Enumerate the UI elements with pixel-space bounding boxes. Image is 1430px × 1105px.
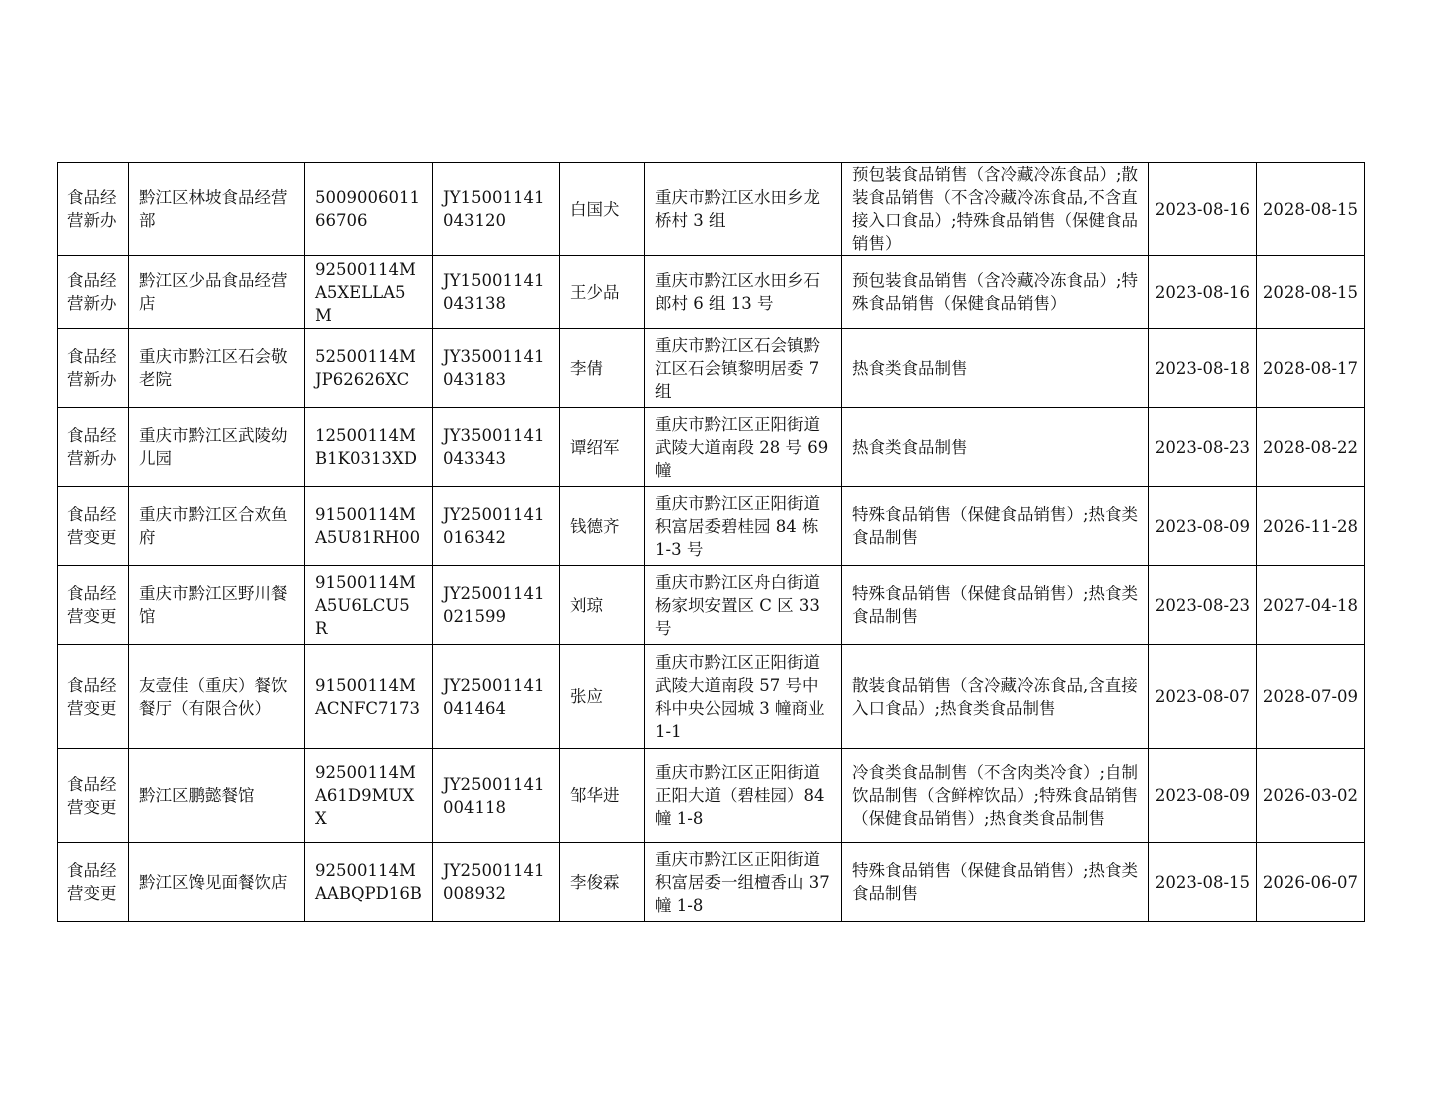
issue-date-cell: 2023-08-18 [1149,329,1257,408]
business-name-cell: 重庆市黔江区武陵幼儿园 [129,408,305,487]
issue-date-cell: 2023-08-09 [1149,749,1257,843]
credit-code-cell: 91500114MA5U81RH00 [305,487,433,566]
issue-date-cell: 2023-08-07 [1149,645,1257,749]
table-row [58,163,1365,256]
application-type-cell: 食品经营变更 [58,566,129,645]
business-scope-cell: 特殊食品销售（保健食品销售）;热食类食品制售 [842,843,1149,922]
business-name-cell: 黔江区馋见面餐饮店 [129,843,305,922]
credit-code-cell: 52500114MJP62626XC [305,329,433,408]
credit-code-cell: 91500114MA5U6LCU5R [305,566,433,645]
table-row [58,256,1365,329]
legal-person-cell: 王少品 [560,256,645,329]
expiry-date-cell: 2028-08-15 [1257,163,1365,256]
application-type-cell: 食品经营变更 [58,843,129,922]
address-cell: 重庆市黔江区正阳街道积富居委碧桂园 84 栋 1-3 号 [645,487,842,566]
issue-date-cell: 2023-08-23 [1149,408,1257,487]
license-table [57,162,1365,922]
expiry-date-cell: 2027-04-18 [1257,566,1365,645]
application-type-cell: 食品经营新办 [58,256,129,329]
business-name-cell: 重庆市黔江区合欢鱼府 [129,487,305,566]
address-cell: 重庆市黔江区正阳街道正阳大道（碧桂园）84 幢 1-8 [645,749,842,843]
business-name-cell: 黔江区鹏懿餐馆 [129,749,305,843]
application-type-cell: 食品经营变更 [58,645,129,749]
expiry-date-cell: 2028-08-15 [1257,256,1365,329]
table-row [58,566,1365,645]
business-scope-cell: 预包装食品销售（含冷藏冷冻食品）;特殊食品销售（保健食品销售） [842,256,1149,329]
expiry-date-cell: 2028-08-22 [1257,408,1365,487]
issue-date-cell: 2023-08-23 [1149,566,1257,645]
business-scope-cell: 特殊食品销售（保健食品销售）;热食类食品制售 [842,566,1149,645]
application-type-cell: 食品经营变更 [58,749,129,843]
address-cell: 重庆市黔江区水田乡石郎村 6 组 13 号 [645,256,842,329]
table-row [58,408,1365,487]
expiry-date-cell: 2026-03-02 [1257,749,1365,843]
issue-date-cell: 2023-08-16 [1149,163,1257,256]
business-scope-cell: 特殊食品销售（保健食品销售）;热食类食品制售 [842,487,1149,566]
credit-code-cell: 500900601166706 [305,163,433,256]
business-name-cell: 黔江区少品食品经营店 [129,256,305,329]
address-cell: 重庆市黔江区正阳街道积富居委一组檀香山 37 幢 1-8 [645,843,842,922]
application-type-cell: 食品经营变更 [58,487,129,566]
business-scope-cell: 热食类食品制售 [842,329,1149,408]
legal-person-cell: 钱德齐 [560,487,645,566]
application-type-cell: 食品经营新办 [58,163,129,256]
legal-person-cell: 白国犬 [560,163,645,256]
credit-code-cell: 12500114MB1K0313XD [305,408,433,487]
business-name-cell: 黔江区林坡食品经营部 [129,163,305,256]
address-cell: 重庆市黔江区舟白街道杨家坝安置区 C 区 33 号 [645,566,842,645]
license-number-cell: JY15001141043120 [433,163,560,256]
legal-person-cell: 李倩 [560,329,645,408]
license-number-cell: JY35001141043343 [433,408,560,487]
legal-person-cell: 刘琼 [560,566,645,645]
business-scope-cell: 预包装食品销售（含冷藏冷冻食品）;散装食品销售（不含冷藏冷冻食品,不含直接入口食品）;特殊食品销售（保健食品销售） [842,163,1149,256]
expiry-date-cell: 2028-07-09 [1257,645,1365,749]
legal-person-cell: 李俊霖 [560,843,645,922]
credit-code-cell: 92500114MA61D9MUXX [305,749,433,843]
license-number-cell: JY25001141021599 [433,566,560,645]
credit-code-cell: 92500114MA5XELLA5M [305,256,433,329]
address-cell: 重庆市黔江区石会镇黔江区石会镇黎明居委 7 组 [645,329,842,408]
license-number-cell: JY25001141016342 [433,487,560,566]
application-type-cell: 食品经营新办 [58,408,129,487]
table-row [58,843,1365,922]
expiry-date-cell: 2028-08-17 [1257,329,1365,408]
business-scope-cell: 冷食类食品制售（不含肉类冷食）;自制饮品制售（含鲜榨饮品）;特殊食品销售（保健食品销售）;热食类食品制售 [842,749,1149,843]
license-number-cell: JY25001141004118 [433,749,560,843]
legal-person-cell: 张应 [560,645,645,749]
credit-code-cell: 92500114MAABQPD16B [305,843,433,922]
legal-person-cell: 邹华进 [560,749,645,843]
credit-code-cell: 91500114MACNFC7173 [305,645,433,749]
business-scope-cell: 散装食品销售（含冷藏冷冻食品,含直接入口食品）;热食类食品制售 [842,645,1149,749]
issue-date-cell: 2023-08-16 [1149,256,1257,329]
license-number-cell: JY25001141008932 [433,843,560,922]
address-cell: 重庆市黔江区水田乡龙桥村 3 组 [645,163,842,256]
table-row [58,645,1365,749]
business-name-cell: 重庆市黔江区野川餐馆 [129,566,305,645]
business-name-cell: 友壹佳（重庆）餐饮餐厅（有限合伙） [129,645,305,749]
table-row [58,487,1365,566]
table-row [58,329,1365,408]
expiry-date-cell: 2026-11-28 [1257,487,1365,566]
address-cell: 重庆市黔江区正阳街道武陵大道南段 28 号 69 幢 [645,408,842,487]
address-cell: 重庆市黔江区正阳街道武陵大道南段 57 号中科中央公园城 3 幢商业 1-1 [645,645,842,749]
application-type-cell: 食品经营新办 [58,329,129,408]
license-number-cell: JY25001141041464 [433,645,560,749]
issue-date-cell: 2023-08-15 [1149,843,1257,922]
business-scope-cell: 热食类食品制售 [842,408,1149,487]
license-number-cell: JY15001141043138 [433,256,560,329]
business-name-cell: 重庆市黔江区石会敬老院 [129,329,305,408]
issue-date-cell: 2023-08-09 [1149,487,1257,566]
expiry-date-cell: 2026-06-07 [1257,843,1365,922]
license-number-cell: JY35001141043183 [433,329,560,408]
table-row [58,749,1365,843]
legal-person-cell: 谭绍军 [560,408,645,487]
